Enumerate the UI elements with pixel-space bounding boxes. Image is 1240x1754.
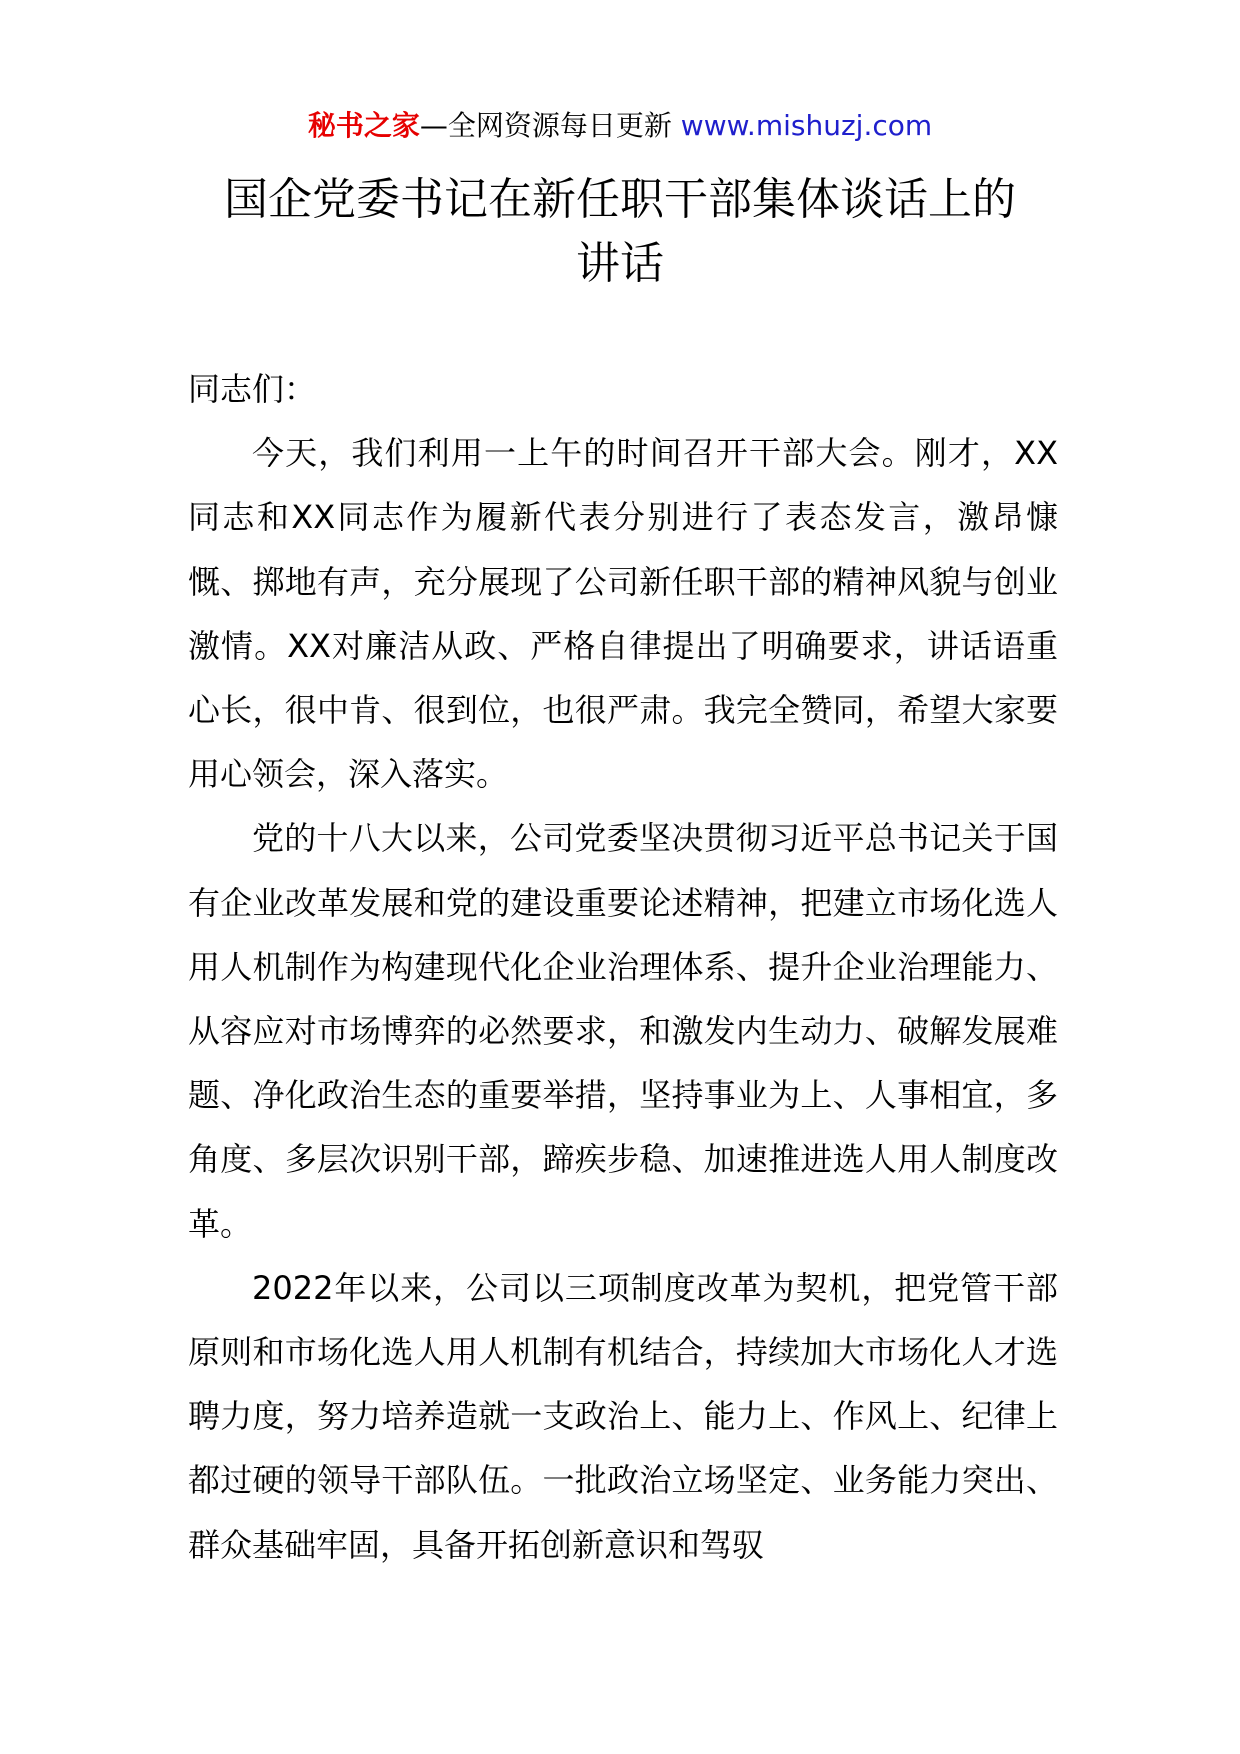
salutation: 同志们： <box>188 370 317 408</box>
site-url-link[interactable]: www.mishuzj.com <box>680 109 933 142</box>
paragraph-2: 党的十八大以来，公司党委坚决贯彻习近平总书记关于国有企业改革发展和党的建设重要论述精神，把建立市场化选人用人机制作为构建现代化企业治理体系、提升企业治理能力、从容应对市场博弈的必然要求，和激发内生动力、破解发展难题、净化政治生态的重要举措，坚持事业为上、人事相宜，多角度、多层次识别干部，蹄疾步稳、加速推进选人用人制度改革。 <box>188 819 1058 1243</box>
paragraph-3: 2022年以来，公司以三项制度改革为契机，把党管干部原则和市场化选人用人机制有机结合，持续加大市场化人才选聘力度，努力培养造就一支政治上、能力上、作风上、纪律上都过硬的领导干部队伍。一批政治立场坚定、业务能力突出、群众基础牢固，具备开拓创新意识和驾驭 <box>188 1268 1058 1564</box>
document-title <box>150 168 1090 296</box>
paragraph-1: 今天，我们利用一上午的时间召开干部大会。刚才，XX同志和XX同志作为履新代表分别进行了表态发言，激昂慷慨、掷地有声，充分展现了公司新任职干部的精神风貌与创业激情。XX对廉洁从政、严格自律提出了明确要求，讲话语重心长，很中肯、很到位，也很严肃。我完全赞同，希望大家要用心领会，深入落实。 <box>188 434 1058 794</box>
document-body <box>188 357 1058 1577</box>
header-tagline: —全网资源每日更新 <box>419 109 672 142</box>
title-line-2: 讲话 <box>576 238 664 289</box>
title-line-1: 国企党委书记在新任职干部集体谈话上的 <box>224 174 1016 225</box>
site-header <box>0 104 1240 148</box>
brand-name: 秘书之家 <box>307 109 420 142</box>
